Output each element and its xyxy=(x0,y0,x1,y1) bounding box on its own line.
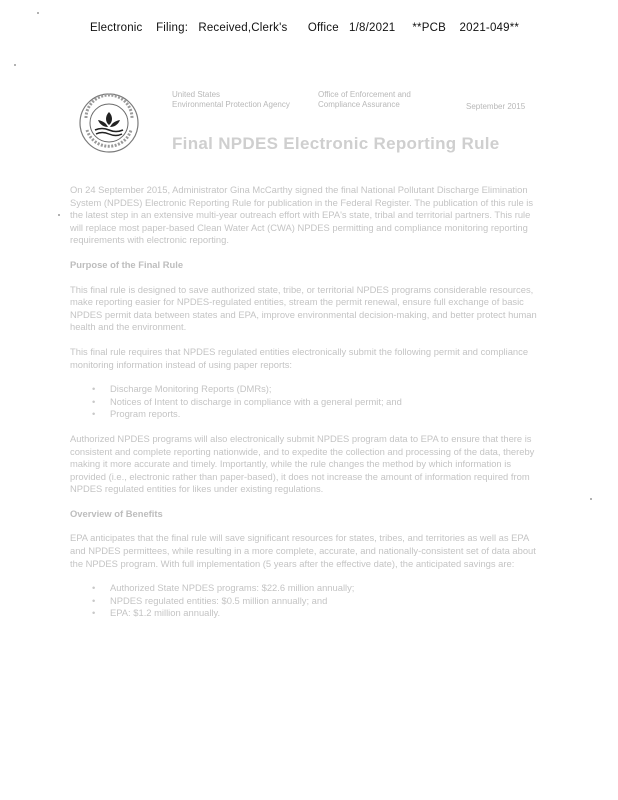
list-item: • Discharge Monitoring Reports (DMRs); xyxy=(110,383,544,396)
scan-speck xyxy=(14,64,16,66)
document-title: Final NPDES Electronic Reporting Rule xyxy=(172,134,500,153)
office-name xyxy=(318,90,411,110)
benefits-paragraph: EPA anticipates that the final rule will save significant resources for states, tribes, and territories as well as EPA and NPDES permittees, while resulting in a more complete, accurate, and nationally-consistent set of data about the NPDES program. With full implementation (5 years after the effective date), the anticipated savings are: xyxy=(70,532,536,569)
list-item: • NPDES regulated entities: $0.5 million annually; and xyxy=(110,595,544,608)
office-line-2: Compliance Assurance xyxy=(318,100,400,109)
purpose-heading: Purpose of the Final Rule xyxy=(70,258,184,270)
list-item: • EPA: $1.2 million annually. xyxy=(110,607,544,620)
agency-line-2: Environmental Protection Agency xyxy=(172,100,290,109)
purpose-paragraph-1: This final rule is designed to save authorized state, tribe, or territorial NPDES programs considerable resources, make reporting easier for NPDES-regulated entities, stream the permit renewal, ensure full exchange of basic NPDES permit data between states and EPA, improve environmental decision-making, and better protect human health and the environment. xyxy=(70,283,537,333)
scan-speck xyxy=(590,498,592,500)
scan-speck xyxy=(58,214,60,216)
benefits-heading: Overview of Benefits xyxy=(70,507,163,519)
scan-speck xyxy=(37,12,39,14)
filing-stamp: Electronic Filing: Received,Clerk's Office 1/8/2021 **PCB 2021-049** xyxy=(90,22,520,34)
agency-name xyxy=(172,90,290,110)
agency-line-1: United States xyxy=(172,90,221,99)
office-line-1: Office of Enforcement and xyxy=(318,90,411,99)
purpose-paragraph-2: This final rule requires that NPDES regulated entities electronically submit the following permit and compliance monitoring information instead of using paper reports: xyxy=(70,345,529,370)
list-item: • Authorized State NPDES programs: $22.6 million annually; xyxy=(110,582,544,595)
purpose-paragraph-3: Authorized NPDES programs will also electronically submit NPDES program data to EPA to ensure that there is consistent and complete reporting nationwide, and to expedite the collection and processing of the data, thereby making it more accurate and timely. Importantly, while the rule changes the method by which information is provided (i.e., electronic rather than paper-based), it does not increase the amount of information required from NPDES regulated entities for likes under existing regulations. xyxy=(70,432,535,495)
document-body xyxy=(70,184,544,632)
savings-list xyxy=(70,582,544,620)
intro-paragraph: On 24 September 2015, Administrator Gina McCarthy signed the final National Pollutant Discharge Elimination System (NPDES) Electronic Reporting Rule for publication in the Federal Register. The publication of this rule is the latest step in an extensive multi-year outreach effort with EPA's state, tribal and territorial partners. This rule will replace most paper-based Clean Water Act (CWA) NPDES permitting and compliance monitoring reporting requirements with electronic reporting. xyxy=(70,184,534,246)
epa-seal-logo xyxy=(78,92,140,154)
header-date: September 2015 xyxy=(466,102,526,111)
list-item: • Program reports. xyxy=(110,408,544,421)
report-types-list xyxy=(70,383,544,421)
list-item: • Notices of Intent to discharge in compliance with a general permit; and xyxy=(110,396,544,409)
